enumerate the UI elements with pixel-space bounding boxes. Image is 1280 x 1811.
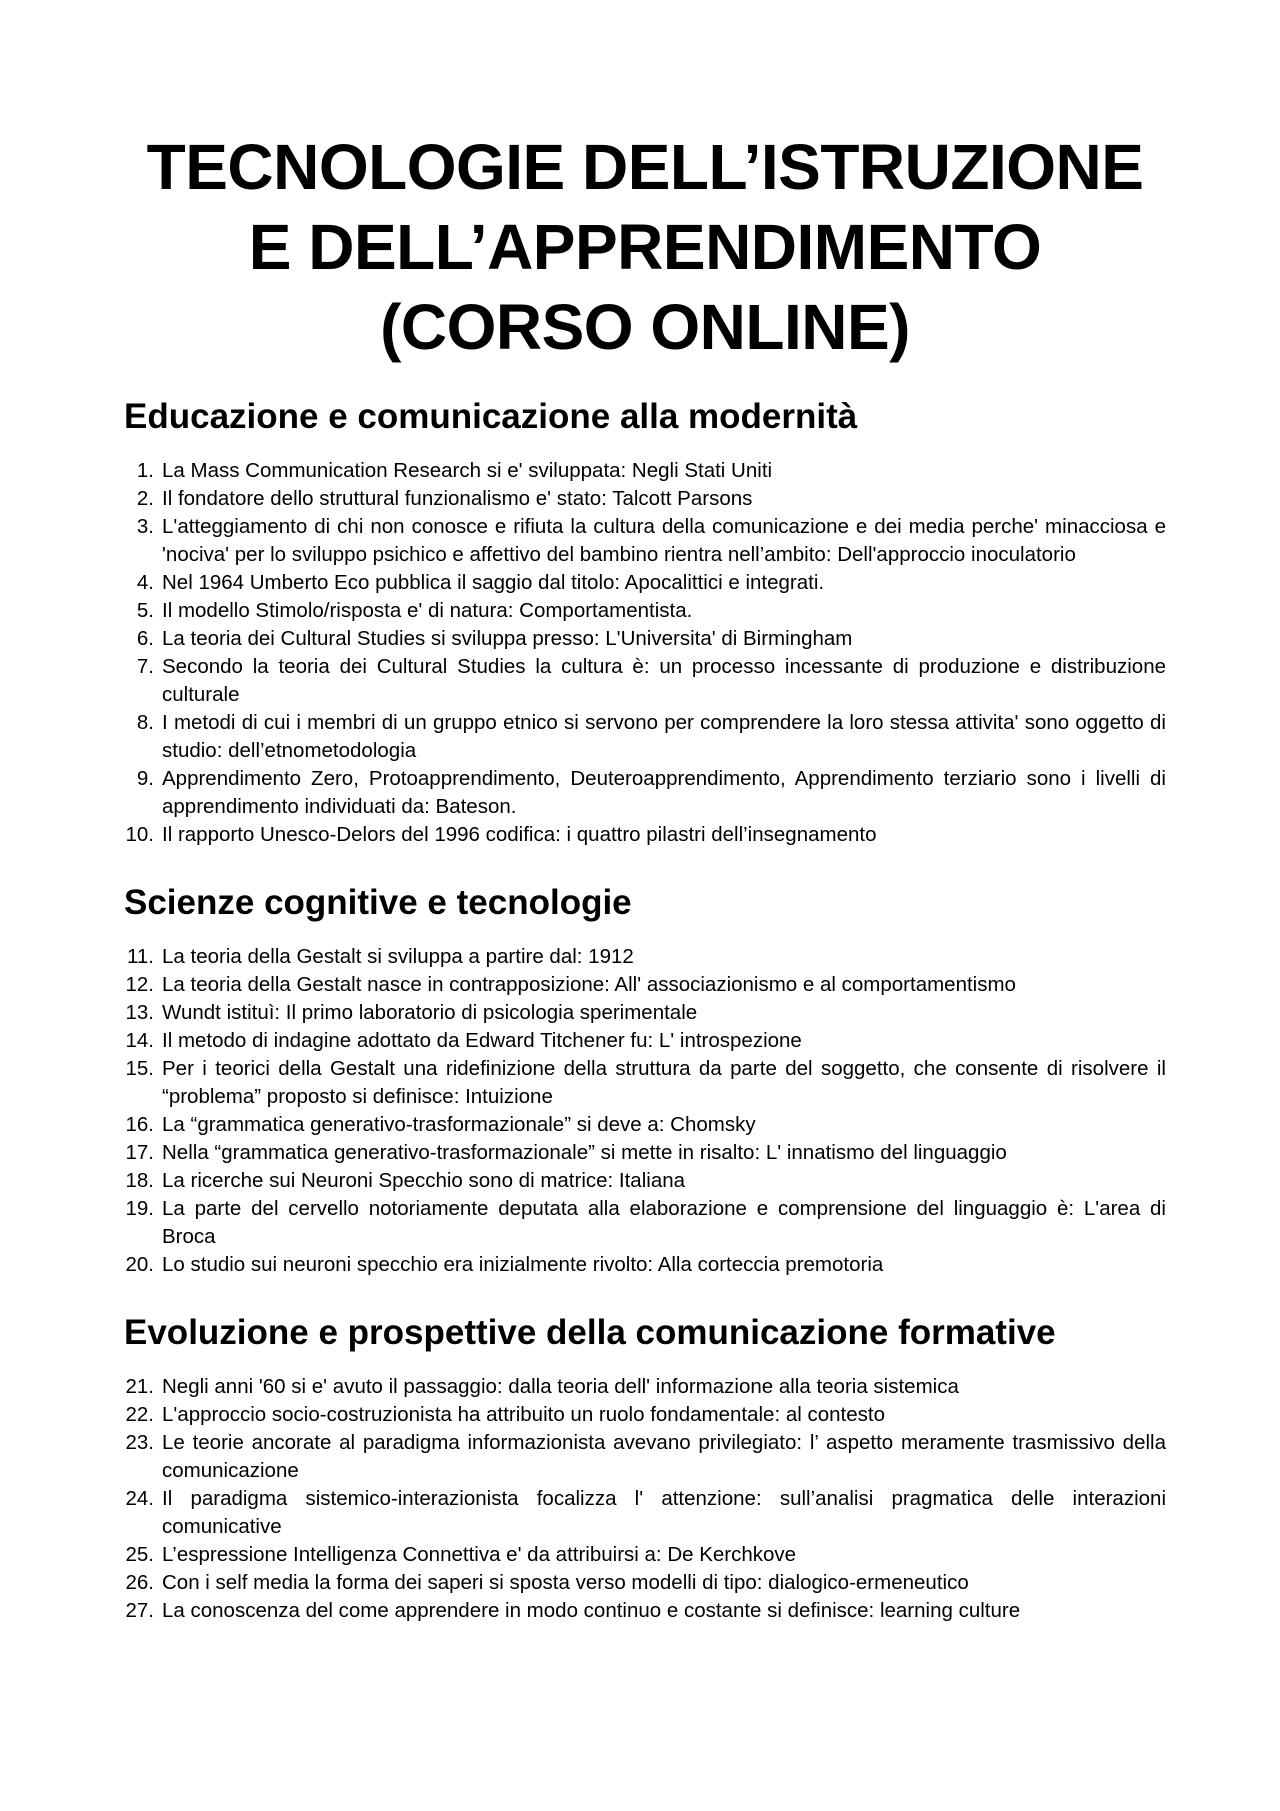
item-number: 24. [125, 1487, 154, 1510]
item-number: 22. [125, 1403, 154, 1426]
list-item [124, 1597, 1166, 1625]
item-number: 2. [136, 487, 154, 510]
question-list [124, 943, 1166, 1279]
sections-container [124, 395, 1166, 1625]
list-item [124, 485, 1166, 513]
list-item [124, 597, 1166, 625]
item-text: Lo studio sui neuroni specchio era inizialmente rivolto: Alla corteccia premotoria [162, 1253, 884, 1276]
list-item [124, 625, 1166, 653]
list-item [124, 943, 1166, 971]
list-item [124, 457, 1166, 485]
list-item [124, 1111, 1166, 1139]
list-item [124, 1429, 1166, 1485]
list-item [124, 1373, 1166, 1401]
section-heading: Evoluzione e prospettive della comunicazione formative [124, 1313, 1056, 1352]
list-item [124, 569, 1166, 597]
item-number: 6. [136, 627, 154, 650]
section [124, 395, 1166, 849]
item-number: 26. [125, 1571, 154, 1594]
item-number: 7. [136, 655, 154, 678]
list-item [124, 765, 1166, 821]
item-text: La parte del cervello notoriamente deputata alla elaborazione e comprensione del linguaggio è: L'area di Broca [162, 1197, 1166, 1248]
item-number: 23. [125, 1431, 154, 1454]
item-number: 9. [136, 767, 154, 790]
item-number: 12. [125, 973, 154, 996]
item-text: La Mass Communication Research si e' sviluppata: Negli Stati Uniti [162, 459, 773, 482]
list-item [124, 1027, 1166, 1055]
list-item [124, 1055, 1166, 1111]
list-item [124, 999, 1166, 1027]
item-number: 15. [125, 1057, 154, 1080]
item-text: Il fondatore dello struttural funzionalismo e' stato: Talcott Parsons [162, 487, 753, 510]
item-text: Il metodo di indagine adottato da Edward Titchener fu: L' introspezione [162, 1029, 802, 1052]
item-text: Il modello Stimolo/risposta e' di natura: Comportamentista. [162, 599, 693, 622]
item-text: L’espressione Intelligenza Connettiva e' da attribuirsi a: De Kerchkove [162, 1543, 797, 1566]
item-text: L'approccio socio-costruzionista ha attribuito un ruolo fondamentale: al contesto [162, 1403, 885, 1426]
list-item [124, 653, 1166, 709]
list-item [124, 1569, 1166, 1597]
item-text: I metodi di cui i membri di un gruppo etnico si servono per comprendere la loro stessa attivita' sono oggetto di studio: dell’etnometodologia [162, 711, 1166, 762]
item-number: 25. [125, 1543, 154, 1566]
item-text: La “grammatica generativo-trasformazionale” si deve a: Chomsky [162, 1113, 756, 1136]
item-text: L'atteggiamento di chi non conosce e rifiuta la cultura della comunicazione e dei media perche' minacciosa e 'nociva' per lo sviluppo psichico e affettivo del bambino rientra nell’ambito: Dell'approccio inoculatorio [162, 515, 1166, 566]
item-number: 21. [125, 1375, 154, 1398]
item-number: 14. [125, 1029, 154, 1052]
list-item [124, 513, 1166, 569]
section [124, 1311, 1166, 1625]
item-text: La teoria della Gestalt si sviluppa a partire dal: 1912 [162, 945, 634, 968]
item-text: Nella “grammatica generativo-trasformazionale” si mette in risalto: L' innatismo del linguaggio [162, 1141, 1007, 1164]
section-heading: Scienze cognitive e tecnologie [124, 883, 632, 922]
item-text: Negli anni '60 si e' avuto il passaggio: dalla teoria dell' informazione alla teoria sistemica [162, 1375, 959, 1398]
title-line: TECNOLOGIE DELL’ISTRUZIONE [146, 131, 1144, 203]
item-number: 27. [125, 1599, 154, 1622]
item-text: Il paradigma sistemico-interazionista focalizza l' attenzione: sull’analisi pragmatica delle interazioni comunicative [162, 1487, 1166, 1538]
item-text: Secondo la teoria dei Cultural Studies la cultura è: un processo incessante di produzione e distribuzione culturale [162, 655, 1166, 706]
item-number: 17. [125, 1141, 154, 1164]
item-number: 11. [127, 945, 154, 968]
item-text: Nel 1964 Umberto Eco pubblica il saggio dal titolo: Apocalittici e integrati. [162, 571, 825, 594]
question-list [124, 1373, 1166, 1625]
item-text: Wundt istituì: Il primo laboratorio di psicologia sperimentale [162, 1001, 698, 1024]
list-item [124, 1485, 1166, 1541]
item-number: 8. [136, 711, 154, 734]
question-list [124, 457, 1166, 849]
item-text: La conoscenza del come apprendere in modo continuo e costante si definisce: learning culture [162, 1599, 1021, 1622]
item-number: 18. [125, 1169, 154, 1192]
item-text: La ricerche sui Neuroni Specchio sono di matrice: Italiana [162, 1169, 686, 1192]
item-text: Apprendimento Zero, Protoapprendimento, Deuteroapprendimento, Apprendimento terziario sono i livelli di apprendimento individuati da: Bateson. [162, 767, 1166, 818]
section-heading: Educazione e comunicazione alla modernità [124, 397, 858, 436]
item-text: Il rapporto Unesco-Delors del 1996 codifica: i quattro pilastri dell’insegnamento [162, 823, 877, 846]
item-text: Per i teorici della Gestalt una ridefinizione della struttura da parte del soggetto, che consente di risolvere il “problema” proposto si definisce: Intuizione [162, 1057, 1166, 1108]
item-number: 4. [136, 571, 154, 594]
item-number: 13. [125, 1001, 154, 1024]
item-number: 20. [125, 1253, 154, 1276]
list-item [124, 1195, 1166, 1251]
list-item [124, 1541, 1166, 1569]
title-line: E DELL’APPRENDIMENTO [248, 211, 1042, 283]
list-item [124, 821, 1166, 849]
item-text: La teoria dei Cultural Studies si sviluppa presso: L'Universita' di Birmingham [162, 627, 853, 650]
item-number: 19. [125, 1197, 154, 1220]
list-item [124, 1251, 1166, 1279]
item-number: 10. [125, 823, 154, 846]
section [124, 881, 1166, 1279]
item-number: 1. [136, 459, 154, 482]
item-text: Le teorie ancorate al paradigma informazionista avevano privilegiato: l’ aspetto meramente trasmissivo della comunicazione [162, 1431, 1166, 1482]
item-number: 16. [125, 1113, 154, 1136]
title-line: (CORSO ONLINE) [380, 291, 910, 363]
list-item [124, 1139, 1166, 1167]
list-item [124, 1401, 1166, 1429]
item-number: 5. [136, 599, 154, 622]
list-item [124, 709, 1166, 765]
list-item [124, 971, 1166, 999]
document-title [124, 127, 1166, 367]
item-text: Con i self media la forma dei saperi si sposta verso modelli di tipo: dialogico-ermeneutico [162, 1571, 969, 1594]
item-number: 3. [136, 515, 154, 538]
item-text: La teoria della Gestalt nasce in contrapposizione: All' associazionismo e al comportamentismo [162, 973, 1016, 996]
list-item [124, 1167, 1166, 1195]
